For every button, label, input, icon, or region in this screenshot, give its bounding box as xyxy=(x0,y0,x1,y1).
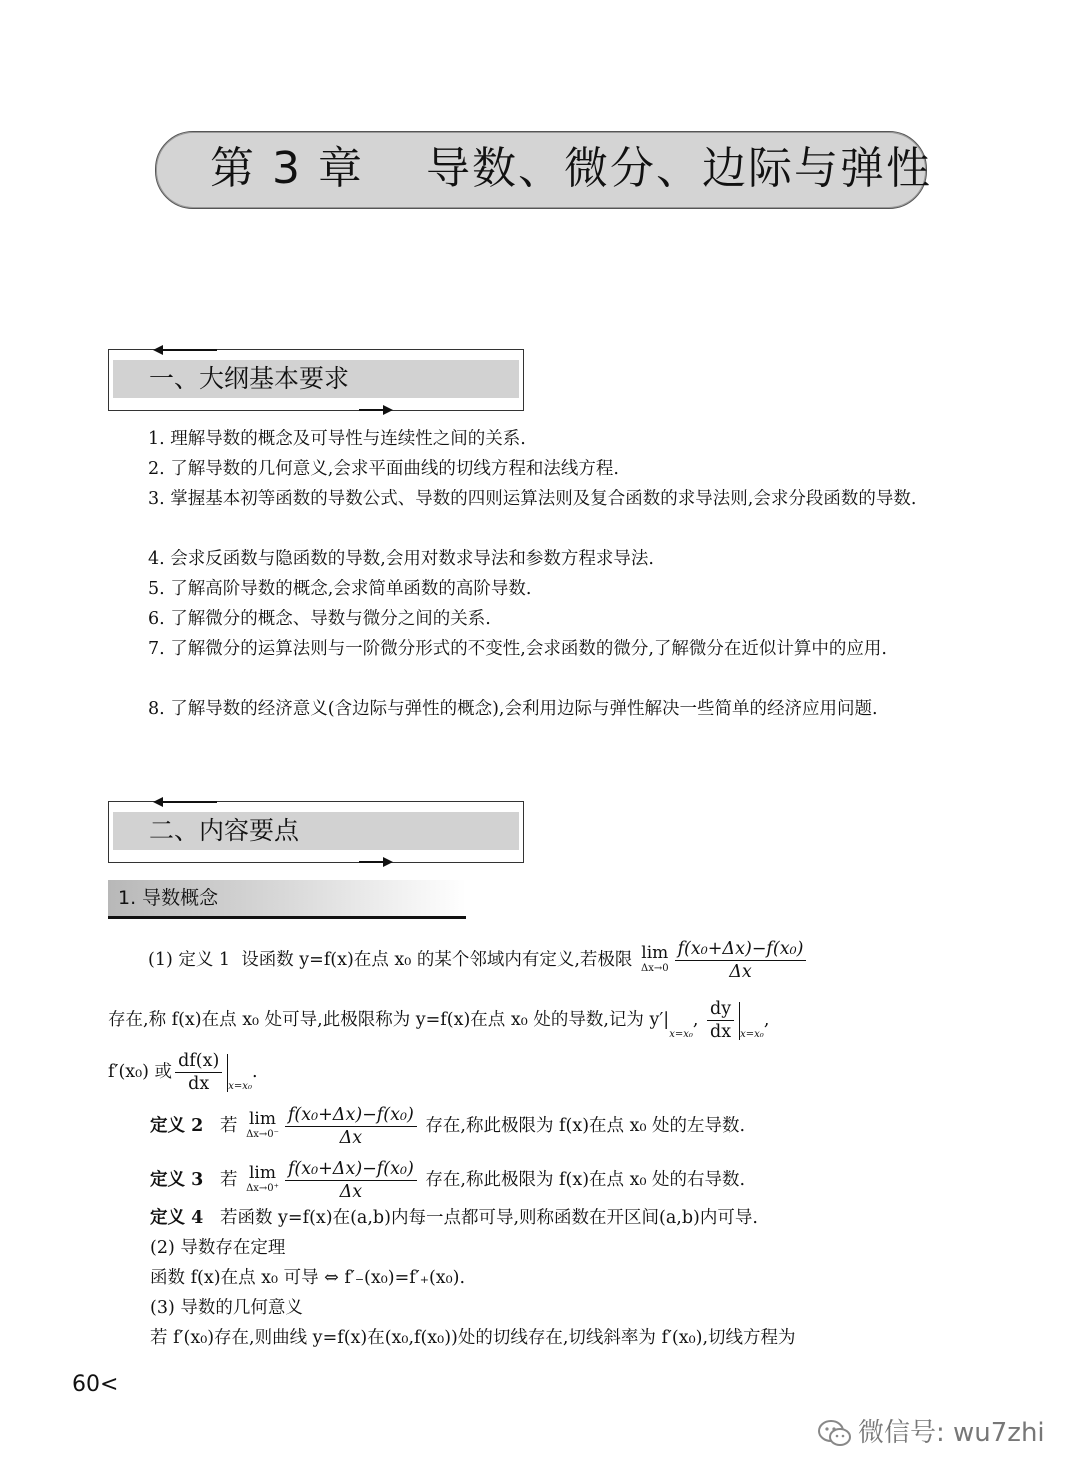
requirement-item-7: 7. 了解微分的运算法则与一阶微分形式的不变性,会求函数的微分,了解微分在近似计算中的应用. xyxy=(148,639,887,659)
limit-expression: lim Δx→0 xyxy=(640,942,669,974)
df-dx-fraction: $\frac{df(x)}{dx}$ xyxy=(175,1050,222,1095)
subsection-heading xyxy=(108,880,466,919)
def1-text: 设函数 y=f(x)在点 x₀ 的某个邻域内有定义,若极限 xyxy=(241,950,633,970)
def1-line2-text: 存在,称 f(x)在点 x₀ 处可导,此极限称为 y=f(x)在点 x₀ 处的导数,记为 y′| xyxy=(108,1010,670,1030)
difference-quotient: $\frac{\text{f(x₀+Δx)−f(x₀)}}{\Delta x}$ xyxy=(675,938,807,983)
chapter-title: 第 3 章 导数、微分、边际与弹性 xyxy=(210,143,932,194)
requirement-item-4: 4. 会求反函数与隐函数的导数,会用对数求导法和参数方程求导法. xyxy=(148,549,654,569)
definition-3: 定义 3 若 lim Δx→0⁺ $\frac{\text{f(x₀+Δx)−f(x₀)}}{\Delta x}$ 存在,称此极限为 f(x)在点 x₀ 处的右导数. xyxy=(150,1159,746,1202)
definition-1-line-1 xyxy=(148,938,809,983)
dy-dx-fraction: $\frac{dy}{dx}$ xyxy=(707,998,734,1043)
subsection-heading-label: 1. 导数概念 xyxy=(118,887,219,909)
section-heading-box-2 xyxy=(108,801,524,863)
theorem-heading: (2) 导数存在定理 xyxy=(150,1238,286,1258)
section-heading-box-1 xyxy=(108,349,524,411)
requirement-item-8: 8. 了解导数的经济意义(含边际与弹性的概念),会利用边际与弹性解决一些简单的经济应用问题. xyxy=(148,699,878,719)
definition-4: 定义 4 若函数 y=f(x)在(a,b)内每一点都可导,则称函数在开区间(a,b)内可导. xyxy=(150,1208,758,1228)
section-heading-2: 二、内容要点 xyxy=(149,816,300,845)
watermark xyxy=(818,1413,1058,1453)
wechat-icon xyxy=(818,1419,852,1449)
requirement-item-5: 5. 了解高阶导数的概念,会求简单函数的高阶导数. xyxy=(148,579,532,599)
page-number: 60< xyxy=(72,1372,119,1397)
geometric-meaning-heading: (3) 导数的几何意义 xyxy=(150,1298,303,1318)
requirement-item-3: 3. 掌握基本初等函数的导数公式、导数的四则运算法则及复合函数的求导法则,会求分段函数的导数. xyxy=(148,489,917,509)
arrow-left-icon xyxy=(161,801,217,803)
definition-1-line-2: 存在,称 f(x)在点 x₀ 处可导,此极限称为 y=f(x)在点 x₀ 处的导数,记为 $y'|_{x=x_0}$, $\frac{dy}{dx}$ $_{x=x_0}$, xyxy=(108,999,770,1042)
theorem-text: 函数 f(x)在点 x₀ 可导 ⇔ f′₋(x₀)=f′₊(x₀). xyxy=(150,1268,466,1288)
definition-2: 定义 2 若 lim Δx→0⁻ $\frac{\text{f(x₀+Δx)−f(x₀)}}{\Delta x}$ 存在,称此极限为 f(x)在点 x₀ 处的左导数. xyxy=(150,1105,746,1148)
section-heading-1: 一、大纲基本要求 xyxy=(149,364,350,393)
arrow-right-icon xyxy=(359,409,385,411)
arrow-left-icon xyxy=(161,349,217,351)
watermark-text: 微信号: wu7zhi xyxy=(858,1418,1045,1448)
geometric-meaning-text: 若 f′(x₀)存在,则曲线 y=f(x)在(x₀,f(x₀))处的切线存在,切线斜率为 f′(x₀),切线方程为 xyxy=(150,1328,796,1348)
arrow-right-icon xyxy=(359,861,385,863)
requirement-item-1: 1. 理解导数的概念及可导性与连续性之间的关系. xyxy=(148,429,526,449)
requirement-item-2: 2. 了解导数的几何意义,会求平面曲线的切线方程和法线方程. xyxy=(148,459,619,479)
def1-label: (1) 定义 1 xyxy=(148,950,231,970)
definition-1-line-3: f′(x₀) 或 $\frac{df(x)}{dx}$ $_{x=x_0}$. xyxy=(108,1051,258,1094)
requirement-item-6: 6. 了解微分的概念、导数与微分之间的关系. xyxy=(148,609,491,629)
